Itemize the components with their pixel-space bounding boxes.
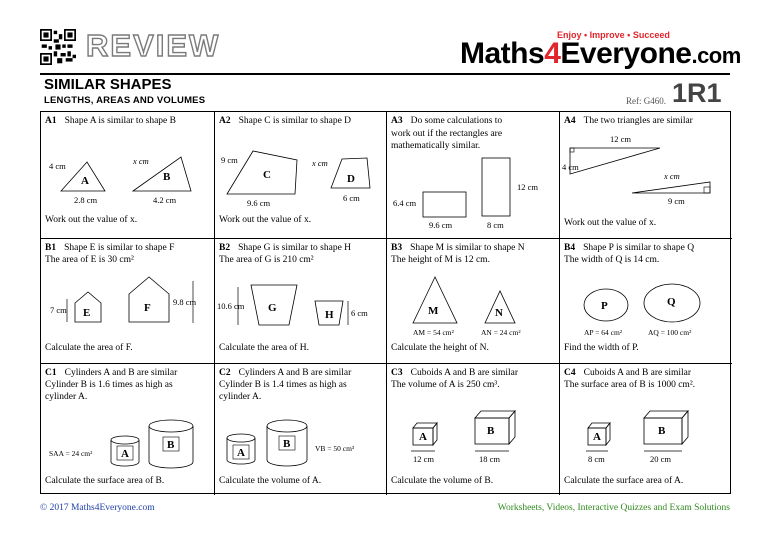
question-grid	[40, 111, 731, 494]
svg-text:8 cm: 8 cm	[588, 454, 605, 464]
reference-label: Ref: G460.	[626, 96, 666, 106]
svg-text:AM = 54 cm²: AM = 54 cm²	[413, 328, 454, 337]
a3-figure	[387, 112, 560, 239]
question-b3: B3 Shape M is similar to shape N The height of M is 12 cm. M N AM = 54 cm² AN = 24 cm² Calculate the height of N.	[387, 239, 560, 364]
svg-text:20 cm: 20 cm	[650, 454, 672, 464]
svg-text:x cm: x cm	[312, 158, 328, 168]
svg-text:x cm: x cm	[664, 171, 680, 181]
question-b1: B1 Shape E is similar to shape F The area of E is 30 cm² E F 7 cm 9.8 cm Calculate the area of F.	[41, 239, 215, 364]
svg-text:12 cm: 12 cm	[413, 454, 435, 464]
svg-text:9.6 cm: 9.6 cm	[429, 220, 453, 230]
brand-name: Maths4Everyone.com	[460, 37, 741, 70]
svg-text:P: P	[601, 300, 608, 312]
question-c3: C3 Cuboids A and B are similar The volume of A is 250 cm³. A B 12 cm 18 cm Calculate the volume of B.	[387, 364, 560, 495]
question-c2: C2 Cylinders A and B are similar Cylinder B is 1.4 times as high as cylinder A. A B VB = 50 cm³ Calculate the volume of A.	[215, 364, 387, 495]
svg-text:H: H	[325, 309, 334, 321]
svg-text:10.6 cm: 10.6 cm	[217, 301, 245, 311]
question-a2: A2 Shape C is similar to shape D C D 9 cm 9.6 cm x cm 6 cm Work out the value of x.	[215, 112, 387, 239]
svg-text:4 cm: 4 cm	[562, 162, 579, 172]
svg-text:F: F	[144, 302, 151, 314]
reference-code: 1R1	[672, 78, 722, 108]
svg-text:A: A	[419, 431, 427, 443]
svg-text:12 cm: 12 cm	[517, 182, 539, 192]
svg-text:A: A	[81, 175, 89, 187]
svg-text:A: A	[593, 431, 601, 443]
svg-text:AP = 64 cm²: AP = 64 cm²	[584, 328, 623, 337]
svg-text:9.8 cm: 9.8 cm	[173, 297, 197, 307]
question-a1: A1 Shape A is similar to shape B A B 4 cm 2.8 cm x cm 4.2 cm Work out the value of x.	[41, 112, 215, 239]
page-subtitle: LENGTHS, AREAS AND VOLUMES	[44, 95, 206, 106]
svg-text:C: C	[263, 169, 271, 181]
svg-text:4 cm: 4 cm	[49, 161, 66, 171]
review-heading: REVIEW	[86, 28, 221, 63]
svg-text:VB = 50 cm³: VB = 50 cm³	[315, 444, 355, 453]
svg-text:M: M	[428, 305, 439, 317]
page-header	[40, 24, 741, 70]
brand-tagline: Enjoy • Improve • Succeed	[557, 30, 670, 40]
svg-text:9 cm: 9 cm	[221, 155, 238, 165]
svg-text:8 cm: 8 cm	[487, 220, 504, 230]
svg-text:9.6 cm: 9.6 cm	[247, 198, 271, 208]
svg-text:B: B	[658, 425, 666, 437]
question-b4: B4 Shape P is similar to shape Q The width of Q is 14 cm. P Q AP = 64 cm² AQ = 100 cm² Find the width of P.	[560, 239, 732, 364]
svg-text:AN = 24 cm²: AN = 24 cm²	[481, 328, 521, 337]
qr-code-icon	[40, 29, 76, 65]
svg-text:B: B	[163, 171, 171, 183]
question-a4: A4 The two triangles are similar 12 cm 4 cm x cm 9 cm Work out the value of x.	[560, 112, 732, 239]
question-b2: B2 Shape G is similar to shape H The area of G is 210 cm² G H 10.6 cm 6 cm Calculate the area of H.	[215, 239, 387, 364]
svg-text:12 cm: 12 cm	[610, 134, 632, 144]
svg-text:2.8 cm: 2.8 cm	[74, 195, 98, 205]
svg-text:Q: Q	[667, 296, 676, 308]
svg-text:4.2 cm: 4.2 cm	[153, 195, 177, 205]
svg-text:A: A	[237, 447, 245, 459]
question-c1: C1 Cylinders A and B are similar Cylinder B is 1.6 times as high as cylinder A. A B SAA = 24 cm² Calculate the surface area of B.	[41, 364, 215, 495]
svg-text:6 cm: 6 cm	[351, 308, 368, 318]
svg-text:B: B	[167, 439, 175, 451]
resources-tagline[interactable]: Worksheets, Videos, Interactive Quizzes and Exam Solutions	[497, 503, 730, 513]
svg-text:9 cm: 9 cm	[668, 196, 685, 206]
svg-text:D: D	[347, 173, 355, 185]
page-title: SIMILAR SHAPES	[44, 76, 172, 93]
svg-text:G: G	[268, 302, 277, 314]
brand-logo	[460, 30, 741, 70]
copyright-link[interactable]: © 2017 Maths4Everyone.com	[40, 503, 155, 513]
header-divider	[40, 73, 730, 75]
svg-text:SAA = 24 cm²: SAA = 24 cm²	[49, 449, 93, 458]
svg-text:AQ = 100 cm²: AQ = 100 cm²	[648, 328, 692, 337]
svg-text:7 cm: 7 cm	[50, 305, 67, 315]
svg-text:18 cm: 18 cm	[479, 454, 501, 464]
svg-text:A: A	[121, 448, 129, 460]
question-a3: A3 Do some calculations to work out if the rectangles are mathematically similar. 6.4 cm 9.6 cm 12 cm 8 cm	[387, 112, 560, 239]
svg-text:B: B	[487, 425, 495, 437]
svg-text:x cm: x cm	[133, 156, 149, 166]
svg-text:N: N	[495, 307, 503, 319]
svg-text:6.4 cm: 6.4 cm	[393, 198, 417, 208]
svg-text:6 cm: 6 cm	[343, 193, 360, 203]
svg-text:E: E	[83, 307, 91, 319]
question-c4: C4 Cuboids A and B are similar The surface area of B is 1000 cm². A B 8 cm 20 cm Calculate the surface area of A.	[560, 364, 732, 495]
svg-text:B: B	[283, 438, 291, 450]
